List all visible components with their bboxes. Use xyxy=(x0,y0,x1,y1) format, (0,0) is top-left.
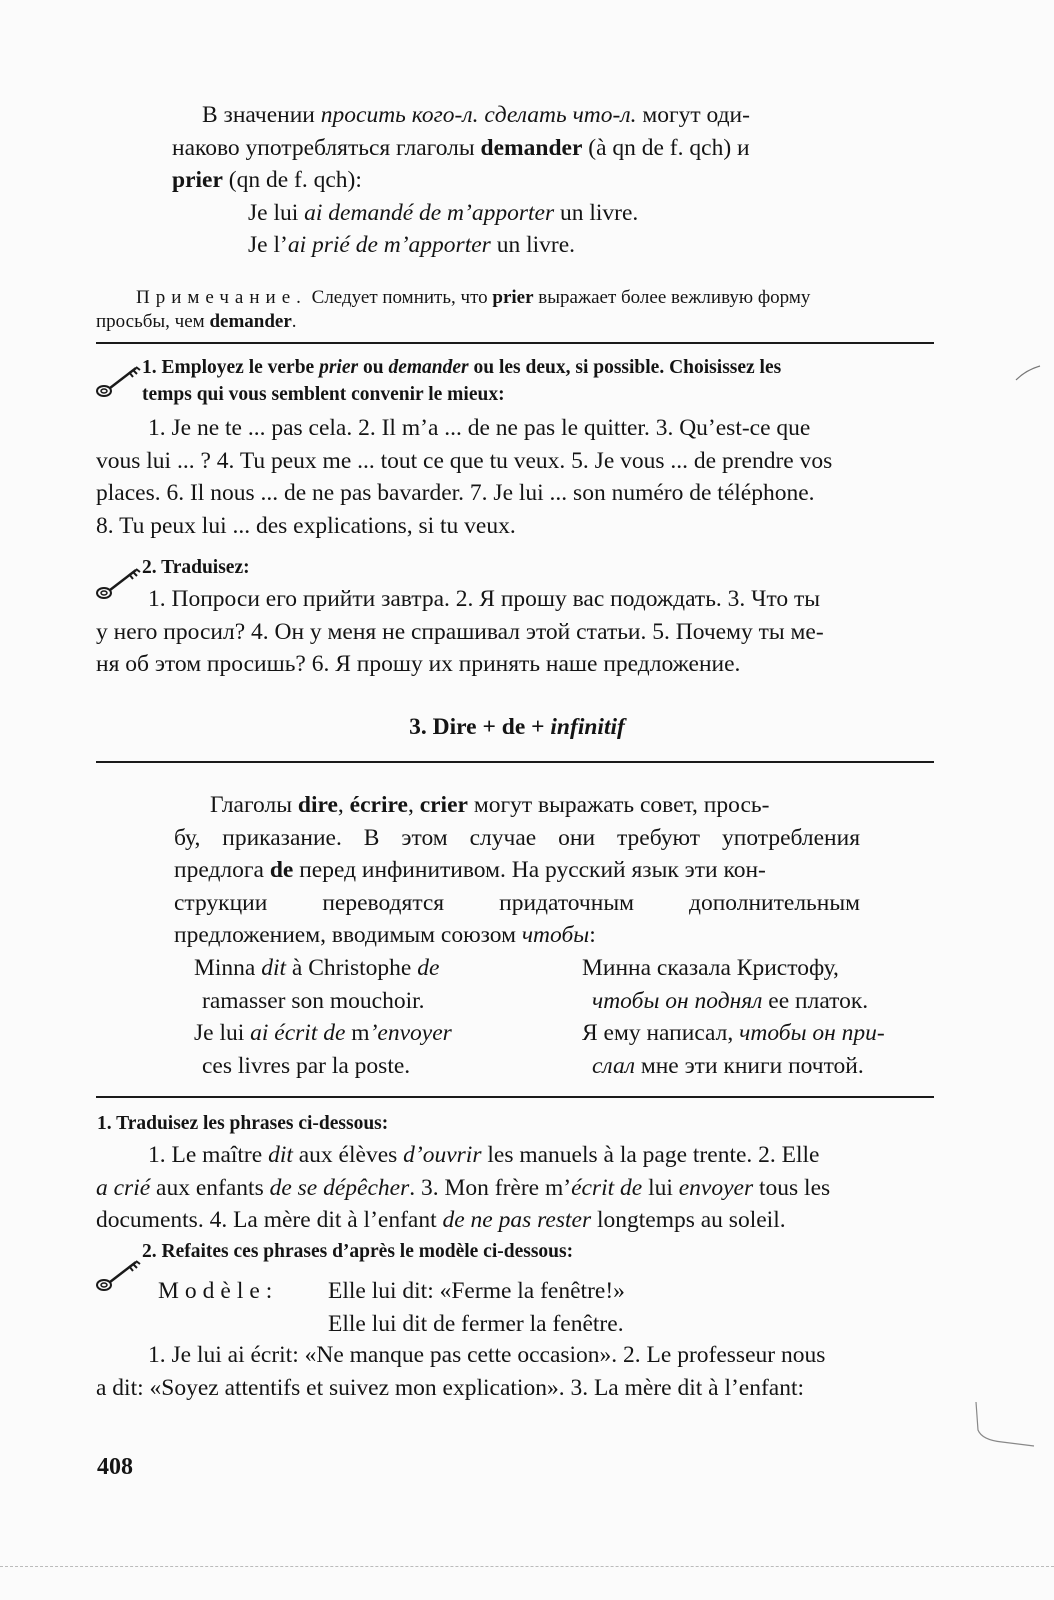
text-italic: envoyer xyxy=(678,1174,754,1201)
rule-line-1 xyxy=(174,789,860,822)
example-ru-line xyxy=(582,1017,936,1050)
text-italic: dit xyxy=(268,1142,293,1168)
example-ru-line xyxy=(582,985,936,1018)
text: 1. Je ne te ... pas cela. 2. Il m’a ... de ne pas le quitter. 3. Qu’est-ce que xyxy=(148,415,811,441)
text: перед инфинитивом. На русский язык эти кон- xyxy=(293,857,766,883)
text: ее платок. xyxy=(762,987,869,1014)
text: Я ему написал, xyxy=(582,1020,740,1046)
term-prier: prier xyxy=(492,287,534,308)
model-sentences xyxy=(328,1275,928,1340)
text: ramasser son mouchoir. xyxy=(202,987,425,1014)
text-italic: de xyxy=(417,955,440,981)
text: наково употребляться глаголы xyxy=(172,134,481,161)
text: (à qn de f. qch) и xyxy=(582,134,750,161)
exercise-2-heading xyxy=(142,554,250,581)
text: 3. Dire + de + xyxy=(409,714,551,740)
text-italic: écrit de xyxy=(571,1174,643,1201)
text-italic: ai demandé de m’apporter xyxy=(304,199,555,226)
rule-examples-russian xyxy=(582,952,936,1082)
text: 2. Traduisez: xyxy=(142,557,250,578)
model-label xyxy=(158,1275,278,1308)
text: lui xyxy=(642,1174,679,1201)
divider xyxy=(96,342,934,344)
term-crier: crier xyxy=(419,792,468,818)
intro-example-1 xyxy=(172,197,872,230)
text: могут выражать совет, прось- xyxy=(467,792,770,818)
text: Modèle: xyxy=(158,1278,279,1304)
text: un livre. xyxy=(554,199,639,226)
rule-line-4 xyxy=(174,887,860,920)
text: струкции переводятся придаточным дополнительным xyxy=(174,889,860,916)
exercise-1-line xyxy=(96,510,938,543)
note-line-2 xyxy=(96,310,936,334)
text: a dit: «Soyez attentifs et suivez mon explication». 3. La mère dit à l’enfant: xyxy=(96,1374,805,1401)
text: vous lui ... ? 4. Tu peux me ... tout ce que tu veux. 5. Je vous ... de prendre vos xyxy=(96,447,833,474)
text: documents. 4. La mère dit à l’enfant xyxy=(96,1207,443,1233)
text: ня об этом просишь? 6. Я прошу их принять наше предложение. xyxy=(96,651,741,677)
text-italic: ’envoyer xyxy=(369,1020,452,1046)
term-dire: dire xyxy=(297,792,338,818)
text: , xyxy=(407,792,420,818)
example-ru-line xyxy=(582,1050,936,1083)
text-italic: d’ouvrir xyxy=(403,1142,482,1168)
page-number xyxy=(97,1451,133,1483)
text: . 3. Mon frère m’ xyxy=(409,1174,572,1201)
exercise-1-line xyxy=(96,477,938,510)
note xyxy=(96,286,936,334)
example-fr-line xyxy=(194,952,574,985)
example-ru-line xyxy=(582,952,936,985)
exercise-2-body xyxy=(96,583,938,681)
text: Employez le verbe xyxy=(161,357,320,378)
text: 1. Je lui ai écrit: «Ne manque pas cette occasion». 2. Le professeur nous xyxy=(148,1342,826,1368)
text: Je l’ xyxy=(248,232,288,258)
text: 2. Refaites ces phrases d’après le modèle ci-dessous: xyxy=(142,1241,574,1262)
exercise-3-line xyxy=(96,1139,938,1172)
intro-line-3 xyxy=(172,164,872,197)
exercise-4-line xyxy=(96,1372,938,1405)
term-demander: demander xyxy=(209,311,292,332)
text: Je lui xyxy=(194,1020,251,1046)
rule-line-3 xyxy=(174,854,860,887)
text: В значении xyxy=(202,102,321,128)
model-line xyxy=(328,1308,928,1341)
exercise-1-line xyxy=(96,412,938,445)
text: , xyxy=(337,792,350,818)
exercise-1-body xyxy=(96,412,938,542)
text-italic: de ne pas rester xyxy=(442,1207,592,1233)
text: aux enfants xyxy=(150,1174,270,1201)
text-italic: demander xyxy=(388,357,469,378)
intro-paragraph xyxy=(172,99,872,262)
text: Elle lui dit: «Ferme la fenêtre!» xyxy=(328,1278,625,1304)
text: à Christophe xyxy=(286,955,418,981)
example-fr-line xyxy=(194,1050,574,1083)
text: 8. Tu peux lui ... des explications, si tu veux. xyxy=(96,512,516,539)
divider xyxy=(96,1096,934,1098)
text: Elle lui dit de fermer la fenêtre. xyxy=(328,1310,624,1337)
text: (qn de f. qch): xyxy=(222,167,362,193)
text: могут оди- xyxy=(636,102,750,128)
text: Минна сказала Кристофу, xyxy=(582,955,839,981)
note-line-1 xyxy=(96,286,936,310)
key-icon xyxy=(94,360,144,400)
rule-paragraph xyxy=(174,789,860,952)
text: ces livres par la poste. xyxy=(202,1052,411,1079)
text: les manuels à la page trente. 2. Elle xyxy=(481,1142,820,1168)
text: Je lui xyxy=(248,199,305,226)
text: longtemps au soleil. xyxy=(591,1207,786,1233)
text: places. 6. Il nous ... de ne pas bavarder. 7. Je lui ... son numéro de téléphone. xyxy=(96,480,815,506)
text-italic: ai écrit de xyxy=(250,1020,346,1046)
text: выражает более вежливую форму xyxy=(533,287,811,308)
intro-line-2 xyxy=(172,132,872,165)
text: 1. xyxy=(142,357,162,378)
scan-edge-mark xyxy=(1014,364,1044,384)
term-prier: prier xyxy=(172,167,223,193)
text: мне эти книги почтой. xyxy=(634,1052,864,1079)
exercise-3-body xyxy=(96,1139,938,1237)
text: предлога xyxy=(174,857,270,883)
exercise-1-line xyxy=(96,445,938,478)
text: 1. Le maître xyxy=(148,1142,269,1168)
text: просьбы, чем xyxy=(96,311,210,332)
exercise-3-line xyxy=(96,1172,938,1205)
text: . xyxy=(291,311,297,332)
example-fr-line xyxy=(194,985,574,1018)
text: 1. Попроси его прийти завтра. 2. Я прошу вас подождать. 3. Что ты xyxy=(148,586,821,612)
text: : xyxy=(589,922,596,948)
example-fr-line xyxy=(194,1017,574,1050)
exercise-1-heading-line-2 xyxy=(142,381,938,408)
rule-line-5 xyxy=(174,919,860,952)
text-italic: чтобы он при- xyxy=(739,1020,885,1046)
exercise-3-heading xyxy=(97,1110,388,1137)
rule-examples-french xyxy=(194,952,574,1082)
intro-example-2 xyxy=(172,229,872,262)
text-italic: чтобы xyxy=(521,922,590,948)
model-line xyxy=(328,1275,928,1308)
text-italic: dit xyxy=(261,955,287,981)
text: Следует помнить, что xyxy=(306,287,493,308)
text: ou xyxy=(358,357,389,378)
scan-edge-mark xyxy=(972,1400,1042,1450)
text-italic: слал xyxy=(592,1052,635,1079)
text-italic: infinitif xyxy=(550,714,625,740)
term-ecrire: écrire xyxy=(349,792,408,818)
text: aux élèves xyxy=(292,1142,404,1168)
section-title xyxy=(96,711,938,744)
text: 408 xyxy=(97,1454,133,1480)
text-italic: просить кого-л. сделать что-л. xyxy=(320,102,637,128)
exercise-2-line xyxy=(96,648,938,681)
text-italic: ai prié de m’apporter xyxy=(287,232,491,258)
text-italic: a crié xyxy=(96,1174,151,1201)
note-label: Примечание. xyxy=(136,287,307,308)
text: предложением, вводимым союзом xyxy=(174,922,522,948)
exercise-2-line xyxy=(96,583,938,616)
exercise-1-heading xyxy=(142,354,938,408)
text: у него просил? 4. Он у меня не спрашивал этой статьи. 5. Почему ты ме- xyxy=(96,618,824,645)
exercise-4-line xyxy=(96,1339,938,1372)
text: un livre. xyxy=(490,232,576,258)
term-demander: demander xyxy=(480,134,583,161)
rule-line-2 xyxy=(174,822,860,855)
text: бу, приказание. В этом случае они требуют употребления xyxy=(174,824,860,851)
text: ou les deux, si possible. Choisissez les xyxy=(468,357,782,378)
text: Minna xyxy=(194,955,262,981)
text: 1. Traduisez les phrases ci-dessous: xyxy=(97,1113,389,1134)
key-icon xyxy=(94,1254,144,1294)
exercise-1-heading-line-1 xyxy=(142,354,938,381)
text-italic: чтобы он поднял xyxy=(592,987,763,1014)
text-italic: de se dépêcher xyxy=(269,1174,410,1201)
text: Глаголы xyxy=(210,792,298,818)
text-italic: prier xyxy=(319,357,359,378)
text: tous les xyxy=(753,1174,831,1201)
divider xyxy=(96,761,934,763)
exercise-4-heading xyxy=(142,1238,573,1265)
intro-line-1 xyxy=(172,99,872,132)
exercise-3-line xyxy=(96,1204,938,1237)
scan-bottom-edge xyxy=(0,1566,1054,1567)
text: m xyxy=(345,1020,370,1046)
term-de: de xyxy=(269,857,294,883)
text: temps qui vous semblent convenir le mieux: xyxy=(142,384,505,405)
exercise-2-line xyxy=(96,616,938,649)
exercise-4-body xyxy=(96,1339,938,1404)
